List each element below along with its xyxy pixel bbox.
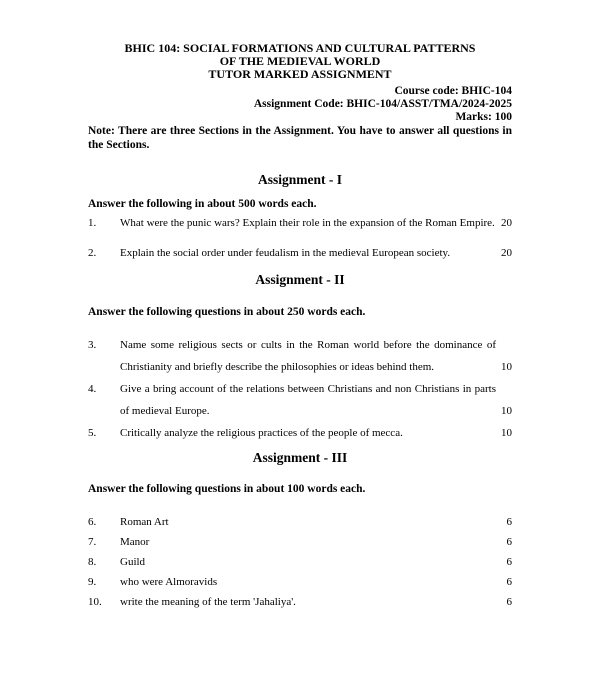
question-row <box>88 217 512 231</box>
question-marks: 10 <box>501 405 512 417</box>
assignment-meta <box>88 85 512 124</box>
question-marks: 6 <box>506 596 512 608</box>
question-number: 3. <box>88 339 97 351</box>
question-number: 2. <box>88 246 97 259</box>
question-row <box>88 592 512 612</box>
question-row <box>88 532 512 552</box>
total-marks: Marks: 100 <box>455 111 512 123</box>
question-row <box>88 247 512 261</box>
question-number: 10. <box>88 596 102 608</box>
question-text: Roman Art <box>120 516 169 528</box>
question-marks: 20 <box>501 217 512 229</box>
question-text: Name some religious sects or cults in the Roman world before the dominance of Christianity and briefly describe the philosophies or ideas behind them. <box>120 339 496 373</box>
question-list <box>88 334 512 444</box>
question-marks: 6 <box>506 576 512 588</box>
question-row <box>88 512 512 532</box>
question-text: Explain the social order under feudalism in the medieval European society. <box>120 246 451 259</box>
section-assignment-2 <box>88 272 512 444</box>
question-text: What were the punic wars? Explain their role in the expansion of the Roman Empire. <box>120 217 495 229</box>
question-number: 9. <box>88 576 97 588</box>
section-heading: Assignment - II <box>255 272 345 287</box>
question-number: 8. <box>88 556 97 568</box>
title-line-3: TUTOR MARKED ASSIGNMENT <box>208 67 392 81</box>
question-number: 5. <box>88 427 97 439</box>
title-line-1: BHIC 104: SOCIAL FORMATIONS AND CULTURAL PATTERNS <box>124 41 476 55</box>
title-line-2: OF THE MEDIEVAL WORLD <box>219 54 381 68</box>
note-text: Note: There are three Sections in the Assignment. You have to answer all questions in the Sections. <box>88 125 512 151</box>
question-marks: 10 <box>501 361 512 373</box>
question-row <box>88 572 512 592</box>
section-heading: Assignment - I <box>257 172 342 187</box>
question-number: 1. <box>88 217 97 229</box>
question-marks: 6 <box>506 516 512 528</box>
question-text: Give a bring account of the relations between Christians and non Christians in parts of medieval Europe. <box>120 383 496 417</box>
section-instruction: Answer the following questions in about 250 words each. <box>88 306 366 318</box>
assignment-code: Assignment Code: BHIC-104/ASST/TMA/2024-2025 <box>253 98 512 110</box>
question-text: Manor <box>120 536 150 548</box>
question-text: Guild <box>120 556 146 568</box>
question-number: 7. <box>88 536 97 548</box>
question-row <box>88 422 512 444</box>
question-marks: 6 <box>506 556 512 568</box>
question-list <box>88 217 512 260</box>
question-text: Critically analyze the religious practices of the people of mecca. <box>120 427 403 439</box>
section-heading: Assignment - III <box>252 450 348 465</box>
section-instruction: Answer the following in about 500 words each. <box>88 198 317 210</box>
section-assignment-1 <box>88 172 512 260</box>
course-code: Course code: BHIC-104 <box>394 85 512 97</box>
question-text: write the meaning of the term 'Jahaliya'. <box>120 596 296 608</box>
question-marks: 20 <box>501 246 512 259</box>
question-list <box>88 512 512 612</box>
question-marks: 10 <box>501 427 512 439</box>
section-instruction: Answer the following questions in about 100 words each. <box>88 483 366 495</box>
question-row <box>88 334 512 378</box>
question-row <box>88 552 512 572</box>
question-text: who were Almoravids <box>120 576 218 588</box>
document-title <box>88 42 512 81</box>
question-number: 4. <box>88 383 97 395</box>
section-assignment-3 <box>88 450 512 612</box>
question-number: 6. <box>88 516 97 528</box>
question-marks: 6 <box>506 536 512 548</box>
question-row <box>88 378 512 422</box>
